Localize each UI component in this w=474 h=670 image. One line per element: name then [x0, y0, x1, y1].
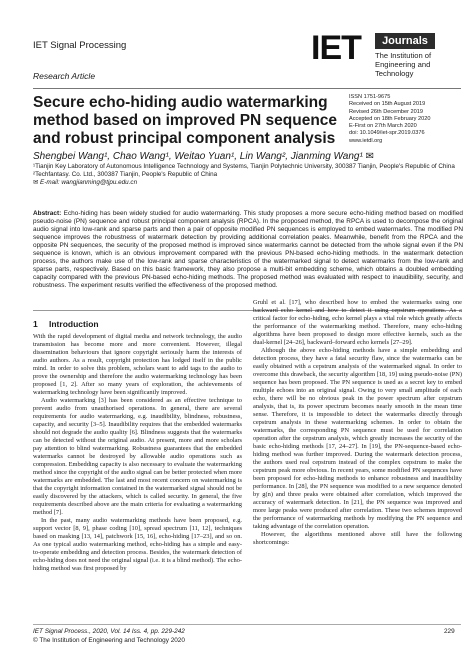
iet-logo-mark: IET: [311, 29, 361, 67]
header-divider: [33, 88, 461, 89]
paragraph: In the past, many audio watermarking methods have been proposed, e.g. support vector [8, 9], phase coding [10], spread spectrum [11, 12], techniques based on masking [13, 14], patchwork [15, 16], echo-hiding [17–23], and so on. As one typical audio watermarking method, echo-hiding has a simple and easy-to-operate embedding and detection process. Besides, the watermark detection of echo-hiding does not need the original signal (i.e. it is a blind method). The echo-hiding method was first proposed by: [33, 517, 242, 573]
accepted-date: Accepted on 18th February 2020: [349, 115, 431, 122]
footer-copyright: © The Institution of Engineering and Technology 2020: [33, 637, 185, 644]
paragraph: Audio watermarking [3] has been considered as an effective technique to prevent audio from unauthorised operations. In general, there are several requirements for audio watermarking, e.g. inaudibility, blindness, robustness, capacity, and security [3–5]. Inaudibility requires that the embedded watermarks should not degrade the audio quality [6]. Blindness suggests that the watermarks can be detected without the original audio. At present, more and more scholars pay attention to blind watermarking. Robustness guarantees that the embedded watermarks cannot be destroyed by allowable audio operations such as compression. Embedding capacity is also necessary to evaluate the watermarking method since the copyright of the audio signal can be better protected when more watermarks are embedded. The last and most recent concern on watermarking is that the copyright information contained in the watermarked signal should not be easily discovered by the attackers, which is called security. In general, the five requirements described above are the main criteria for evaluating a watermarking method [7].: [33, 397, 242, 517]
website-link[interactable]: www.ietdl.org: [349, 137, 383, 144]
abstract: [33, 210, 463, 290]
section-number: 1: [33, 319, 38, 329]
journals-badge: Journals: [375, 33, 435, 49]
journal-name: IET Signal Processing: [33, 40, 127, 51]
doi[interactable]: doi: 10.1049/iet-spr.2019.0376: [349, 130, 425, 137]
paragraph: However, the algorithms mentioned above still have the following shortcomings:: [253, 531, 462, 547]
affiliation-1: ¹Tianjin Key Laboratory of Autonomous Intelligence Technology and Systems, Tianjin Polytechnic University, 300387 Tianjin, People's Republic of China: [33, 163, 455, 170]
paragraph: Gruhl et al. [17], who described how to embed the watermarks using one backward echo kernel and how to detect it using cepstrum operations. As a critical factor for echo-hiding, echo kernel plays a vital role which greatly affects the performance of the watermarking method. Therefore, many echo-hiding algorithms have been proposed to design more effective kernels, such as the dual-kernel [24–26], backward–forward echo kernels [27–29].: [253, 299, 462, 347]
paragraph: Although the above echo-hiding methods have a simple embedding and detection process, they have a fatal security flaw, since the watermarks can be easily obtained with a cepstrum analysis of the watermarked signal. In order to overcome this drawback, the security algorithm [18, 19] using pseudo-noise (PN) sequence has been proposed. The PN sequence is used as a secret key to embed multiple echoes into an original signal. Owing to very small amplitude of each echo, there will be no obvious peak in the power spectrum after cepstrum analysis, that is, its power spectrum becomes nearly smooth in the mean time sense. Therefore, it is impossible to detect the watermarks directly through cepstrum analysis in these watermarking schemes. In order to obtain the watermarks, the corresponding PN sequence must be used for correlation operation after the cepstrum analysis, which greatly increases the security of the basic echo-hiding methods [17, 24–27]. In [19], the PN-sequence-based echo-hiding method was further improved. During the watermark detection process, the authors used real cepstrum instead of the complex cepstrum to make the cepstrum peak more obvious. In recent years, some modified PN sequences have been proposed for echo-hiding methods to enhance robustness and inaudibility performance. In [28], the PN sequence was modified to a new sequence denoted by g(n) and three peaks were obtained after correlation, which improved the accuracy of watermark detection. In [21], the PN sequence was improved and more large peaks were produced after correlation. These two schemes improved the performance of watermarking methods by modifying the PN sequence and taking advantage of the correlation operation.: [253, 347, 462, 531]
affiliation-2: ²Techfantasy. Co. Ltd., 300387 Tianjin, People's Republic of China: [33, 171, 218, 178]
received-date: Received on 15th August 2019: [349, 101, 426, 108]
article-metadata: [349, 94, 469, 145]
paragraph: With the rapid development of digital media and network technology, the audio transmission has become more and more convenient. However, illegal dissemination behaviours that ignore copyright seriously harm the interests of audio authors. As a result, copyright protection has lodged itself in the public mind. In order to solve this problem, scholars want to add tags to the audio to prove the ownership and therefore the audio watermarking technology has been proposed [1, 2]. After so many years of exploration, the achievements of watermarking technology have been significantly improved.: [33, 333, 242, 397]
abstract-text: Echo-hiding has been widely studied for audio watermarking. This study proposes a more secure echo-hiding method based on modified pseudo-noise (PN) sequence and robust principal component analysis (RPCA). In the proposed method, the RPCA is used to decompose the original audio signal into low-rank and sparse parts and then a pair of opposite modified PN sequences is employed to embed watermarks. The modified PN sequence improves the robustness of watermark detection by providing additional correlation peaks. Meanwhile, benefit from the RPCA and the opposite PN sequences, the security of the proposed method is improved since watermarks cannot be detected from the whole signal even if the PN sequence is known, which is an obvious improvement compared with the previous PN-based echo-hiding methods. In the watermark detection process, the authors make use of the low-rank and sparse characteristics of the watermarked signal to detect watermarks from the low-rank and sparse parts, respectively. Based on this basic framework, they also propose a multi-bit embedding scheme, which obtains a doubled embedding capacity compared with the previous PN-based echo-hiding methods. The proposed method was evaluated with respect to inaudibility, security, and robustness. The experiment results verified the effectiveness of the proposed method.: [33, 210, 463, 290]
author-list: Shengbei Wang¹, Chao Wang¹, Weitao Yuan¹, Lin Wang², Jianming Wang¹ ✉: [33, 151, 374, 162]
page-number: 229: [444, 628, 455, 635]
section-heading: [33, 319, 99, 329]
e-first-date: E-First on 27th March 2020: [349, 123, 417, 130]
section-title: Introduction: [49, 319, 99, 329]
paper-title: Secure echo-hiding audio watermarking method based on improved PN sequence and robust principal component analysis: [33, 94, 338, 147]
article-type: Research Article: [33, 71, 96, 81]
footer-divider: [33, 624, 461, 625]
institution-name: The Institution of Engineering and Technology: [375, 51, 432, 78]
issn: ISSN 1751-9675: [349, 94, 391, 100]
abstract-label: Abstract:: [33, 210, 62, 217]
right-column: [253, 299, 462, 547]
left-column: [33, 333, 242, 573]
contact-email[interactable]: ✉ E-mail: wangjianming@tjpu.edu.cn: [33, 179, 138, 186]
iet-journals-logo: [311, 29, 461, 78]
affiliations: [33, 163, 463, 187]
footer-citation: IET Signal Process., 2020, Vol. 14 Iss. 4, pp. 229-242: [33, 628, 185, 635]
revised-date: Revised 26th December 2019: [349, 108, 424, 115]
